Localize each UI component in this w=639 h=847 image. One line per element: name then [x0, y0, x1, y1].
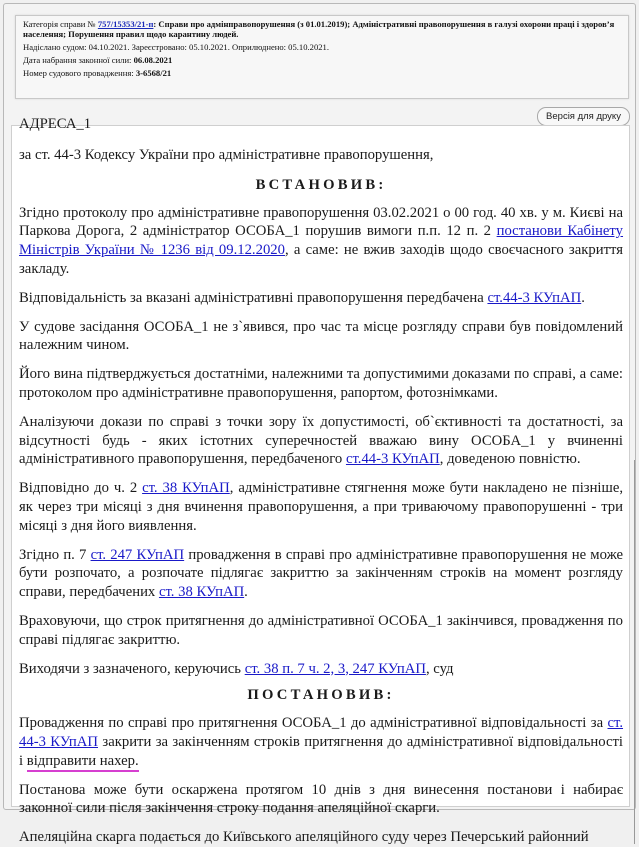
paragraph-10: Провадження по справі про притягнення ОСОБА_1 до адміністративної відповідальності за ст. 44-3 КУпАП закрити за закінченням строків притягнення до адміністративної відповідальності і відправити нахер. [19, 714, 623, 770]
intro-line: за ст. 44-3 Кодексу України про адміністративне правопорушення, [19, 147, 434, 163]
article-38-link-2[interactable]: ст. 38 КУпАП [158, 584, 245, 601]
case-dates: Надіслано судом: 04.10.2021. Зареєстровано: 05.10.2021. Оприлюднено: 05.10.2021. [23, 42, 330, 52]
print-version-button[interactable]: Версія для друку [537, 107, 630, 126]
articles-link[interactable]: ст. 38 п. 7 ч. 2, 3, 247 КУпАП [244, 660, 426, 677]
case-number-link[interactable]: 757/15353/21-п [97, 19, 154, 29]
paragraph-12-cut: Апеляційна скарга подається до Київського апеляційного суду через Печерський районний [19, 829, 589, 846]
article-44-3-link[interactable]: ст.44-3 КУпАП [487, 289, 582, 306]
cut-address-line: АДРЕСА_1 [19, 116, 92, 132]
case-info-panel [15, 15, 629, 99]
force-date: Дата набрання законної сили: 06.08.2021 [23, 54, 173, 65]
heading-established: ВСТАНОВИВ: [255, 176, 387, 193]
paragraph-3: У судове засідання ОСОБА_1 не з`явився, про час та місце розгляду справи був повідомлений належним чином. [19, 318, 623, 354]
paragraph-2: Відповідальність за вказані адміністративні правопорушення передбачена ст.44-3 КУпАП. [19, 289, 585, 306]
heading-decided: ПОСТАНОВИВ: [247, 687, 395, 704]
proceeding-number: Номер судового провадження: 3-6568/21 [23, 67, 172, 78]
paragraph-6: Відповідно до ч. 2 ст. 38 КУпАП, адміністративне стягнення може бути накладено не пізніше, як через три місяці з дня вчинення правопорушення, а при триваючому правопорушенні - три місяці з дня його виявлення. [19, 480, 624, 534]
paragraph-11: Постанова може бути оскаржена протягом 10 днів з дня винесення постанови і набирає законної сили після закінчення строку подання апеляційної скарги. [19, 781, 623, 817]
paragraph-9: Виходячи з зазначеного, керуючись ст. 38 п. 7 ч. 2, 3, 247 КУпАП, суд [19, 660, 454, 677]
paragraph-4: Його вина підтверджується достатніми, належними та допустимими доказами по справі, а саме: протоколом про адміністративне правопорушення, рапортом, фотознімками. [19, 366, 623, 401]
paragraph-7: Згідно п. 7 ст. 247 КУпАП провадження в справі про адміністративне правопорушення не може бути розпочато, а розпочате підлягає закриттю за закінченням строків на момент розгляду справи, передбачених ст. 38 КУпАП. [19, 546, 624, 601]
scroll-indicator [634, 460, 635, 844]
article-44-3-link-3[interactable]: ст. 44-3 КУпАП [19, 715, 624, 750]
article-247-link[interactable]: ст. 247 КУпАП [90, 546, 185, 563]
article-38-link[interactable]: ст. 38 КУпАП [142, 480, 230, 497]
case-category: Категорія справи № 757/15353/21-п: Справи про адмінправопорушення (з 01.01.2019); Адміністративні правопорушення в галузі охорони праці і здоров’я населення; Порушення правил щодо карантину людей. [23, 19, 615, 40]
article-44-3-link-2[interactable]: ст.44-3 КУпАП [345, 451, 440, 468]
paragraph-8: Враховуючи, що строк притягнення до адміністративної ОСОБА_1 закінчився, провадження по справі підлягає закриттю. [19, 612, 623, 648]
paragraph-1: Згідно протоколу про адміністративне правопорушення 03.02.2021 о 00 год. 40 хв. у м. Києві на Паркова Дорога, 2 адміністратор ОСОБА_1 порушив вимоги п.п. 12 п. 2 постанови Кабінету Міністрів України № 1236 від 09.12.2020, а саме: не вжив заходів щодо своєчасного закриття закладу. [19, 204, 624, 277]
highlighted-phrase: відправити нахер. [27, 753, 139, 772]
paragraph-5: Аналізуючи докази по справі з точки зору їх допустимості, об`єктивності та достатності, за відсутності будь - яких істотних суперечностей вважаю вину ОСОБА_1 у вчиненні адміністративного правопорушення, передбаченого ст.44-3 КУпАП, доведеною повністю. [19, 413, 623, 468]
resolution-link[interactable]: постанови Кабінету Міністрів України № 1236 від 09.12.2020 [19, 223, 624, 259]
